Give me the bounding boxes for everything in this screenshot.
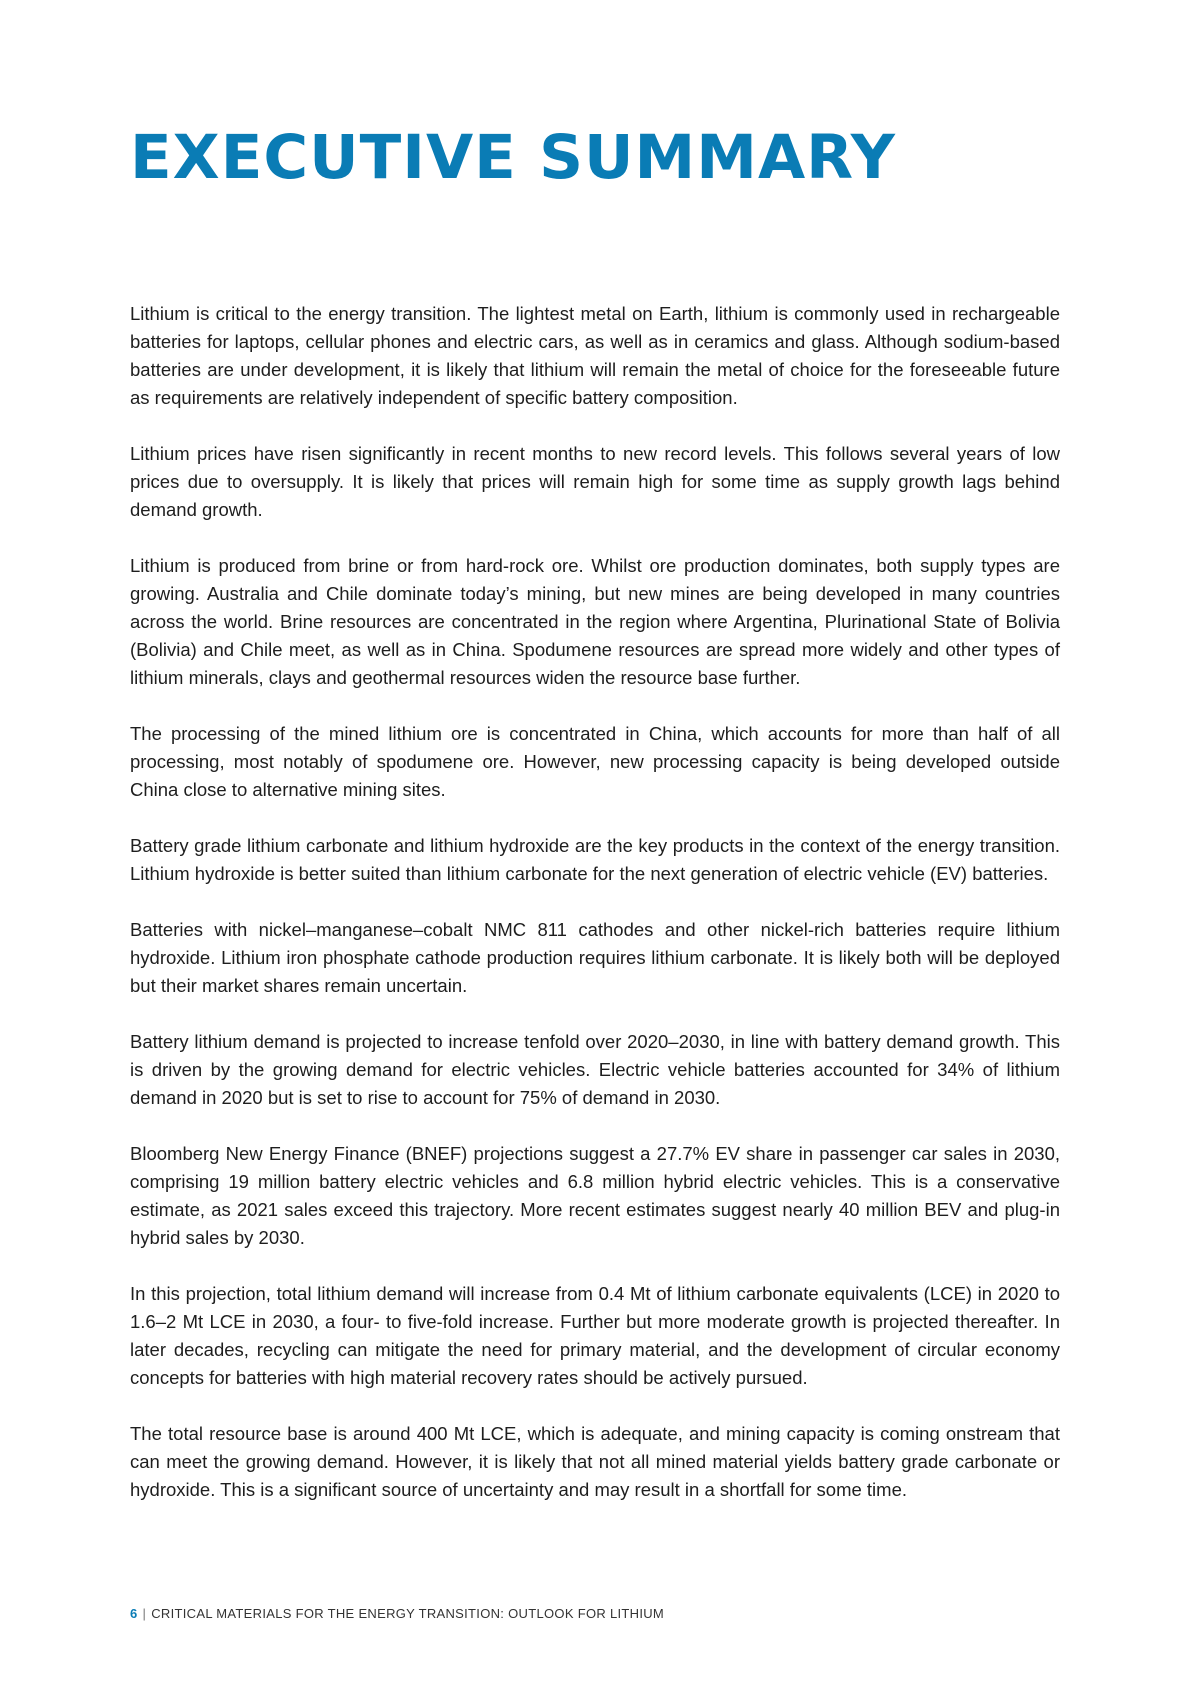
paragraph-battery-demand: Battery lithium demand is projected to increase tenfold over 2020–2030, in line with battery demand growth. This is driven by the growing demand for electric vehicles. Electric vehicle batteries accounted for 34% of lithium demand in 2020 but is set to rise to account for 75% of demand in 2030. — [130, 1031, 1060, 1108]
paragraph-resource-base: The total resource base is around 400 Mt LCE, which is adequate, and mining capacity is coming onstream that can meet the growing demand. However, it is likely that not all mined material yields battery grade carbonate or hydroxide. This is a significant source of uncertainty and may result in a shortfall for some time. — [130, 1423, 1060, 1500]
paragraph-battery-grade: Battery grade lithium carbonate and lithium hydroxide are the key products in the context of the energy transition. Lithium hydroxide is better suited than lithium carbonate for the next generation of electric vehicle (EV) batteries. — [130, 835, 1060, 884]
publication-title: CRITICAL MATERIALS FOR THE ENERGY TRANSITION: OUTLOOK FOR LITHIUM — [151, 1606, 665, 1621]
paragraph-lithium-prices: Lithium prices have risen significantly in recent months to new record levels. This follows several years of low prices due to oversupply. It is likely that prices will remain high for some time as supply growth lags behind demand growth. — [130, 443, 1060, 520]
paragraph-lithium-production: Lithium is produced from brine or from hard-rock ore. Whilst ore production dominates, both supply types are growing. Australia and Chile dominate today’s mining, but new mines are being developed in many countries across the world. Brine resources are concentrated in the region where Argentina, Plurinational State of Bolivia (Bolivia) and Chile meet, as well as in China. Spodumene resources are spread more widely and other types of lithium minerals, clays and geothermal resources widen the resource base further. — [130, 555, 1060, 688]
summary-body — [130, 300, 1060, 1532]
paragraph-total-demand: In this projection, total lithium demand will increase from 0.4 Mt of lithium carbonate equivalents (LCE) in 2020 to 1.6–2 Mt LCE in 2030, a four- to five-fold increase. Further but more moderate growth is projected thereafter. In later decades, recycling can mitigate the need for primary material, and the development of circular economy concepts for batteries with high material recovery rates should be actively pursued. — [130, 1283, 1060, 1388]
paragraph-bnef-projections: Bloomberg New Energy Finance (BNEF) projections suggest a 27.7% EV share in passenger car sales in 2030, comprising 19 million battery electric vehicles and 6.8 million hybrid electric vehicles. This is a conservative estimate, as 2021 sales exceed this trajectory. More recent estimates suggest nearly 40 million BEV and plug-in hybrid sales by 2030. — [130, 1143, 1060, 1248]
page-number: 6 — [130, 1606, 138, 1621]
paragraph-processing: The processing of the mined lithium ore is concentrated in China, which accounts for more than half of all processing, most notably of spodumene ore. However, new processing capacity is being developed outside China close to alternative mining sites. — [130, 723, 1060, 800]
footer-separator: | — [142, 1606, 147, 1621]
paragraph-lithium-critical: Lithium is critical to the energy transition. The lightest metal on Earth, lithium is commonly used in rechargeable batteries for laptops, cellular phones and electric cars, as well as in ceramics and glass. Although sodium-based batteries are under development, it is likely that lithium will remain the metal of choice for the foreseeable future as requirements are relatively independent of specific battery composition. — [130, 303, 1060, 408]
page-title: EXECUTIVE SUMMARY — [130, 122, 896, 193]
page-footer — [130, 1605, 664, 1623]
paragraph-cathodes: Batteries with nickel–manganese–cobalt NMC 811 cathodes and other nickel-rich batteries require lithium hydroxide. Lithium iron phosphate cathode production requires lithium carbonate. It is likely both will be deployed but their market shares remain uncertain. — [130, 919, 1060, 996]
